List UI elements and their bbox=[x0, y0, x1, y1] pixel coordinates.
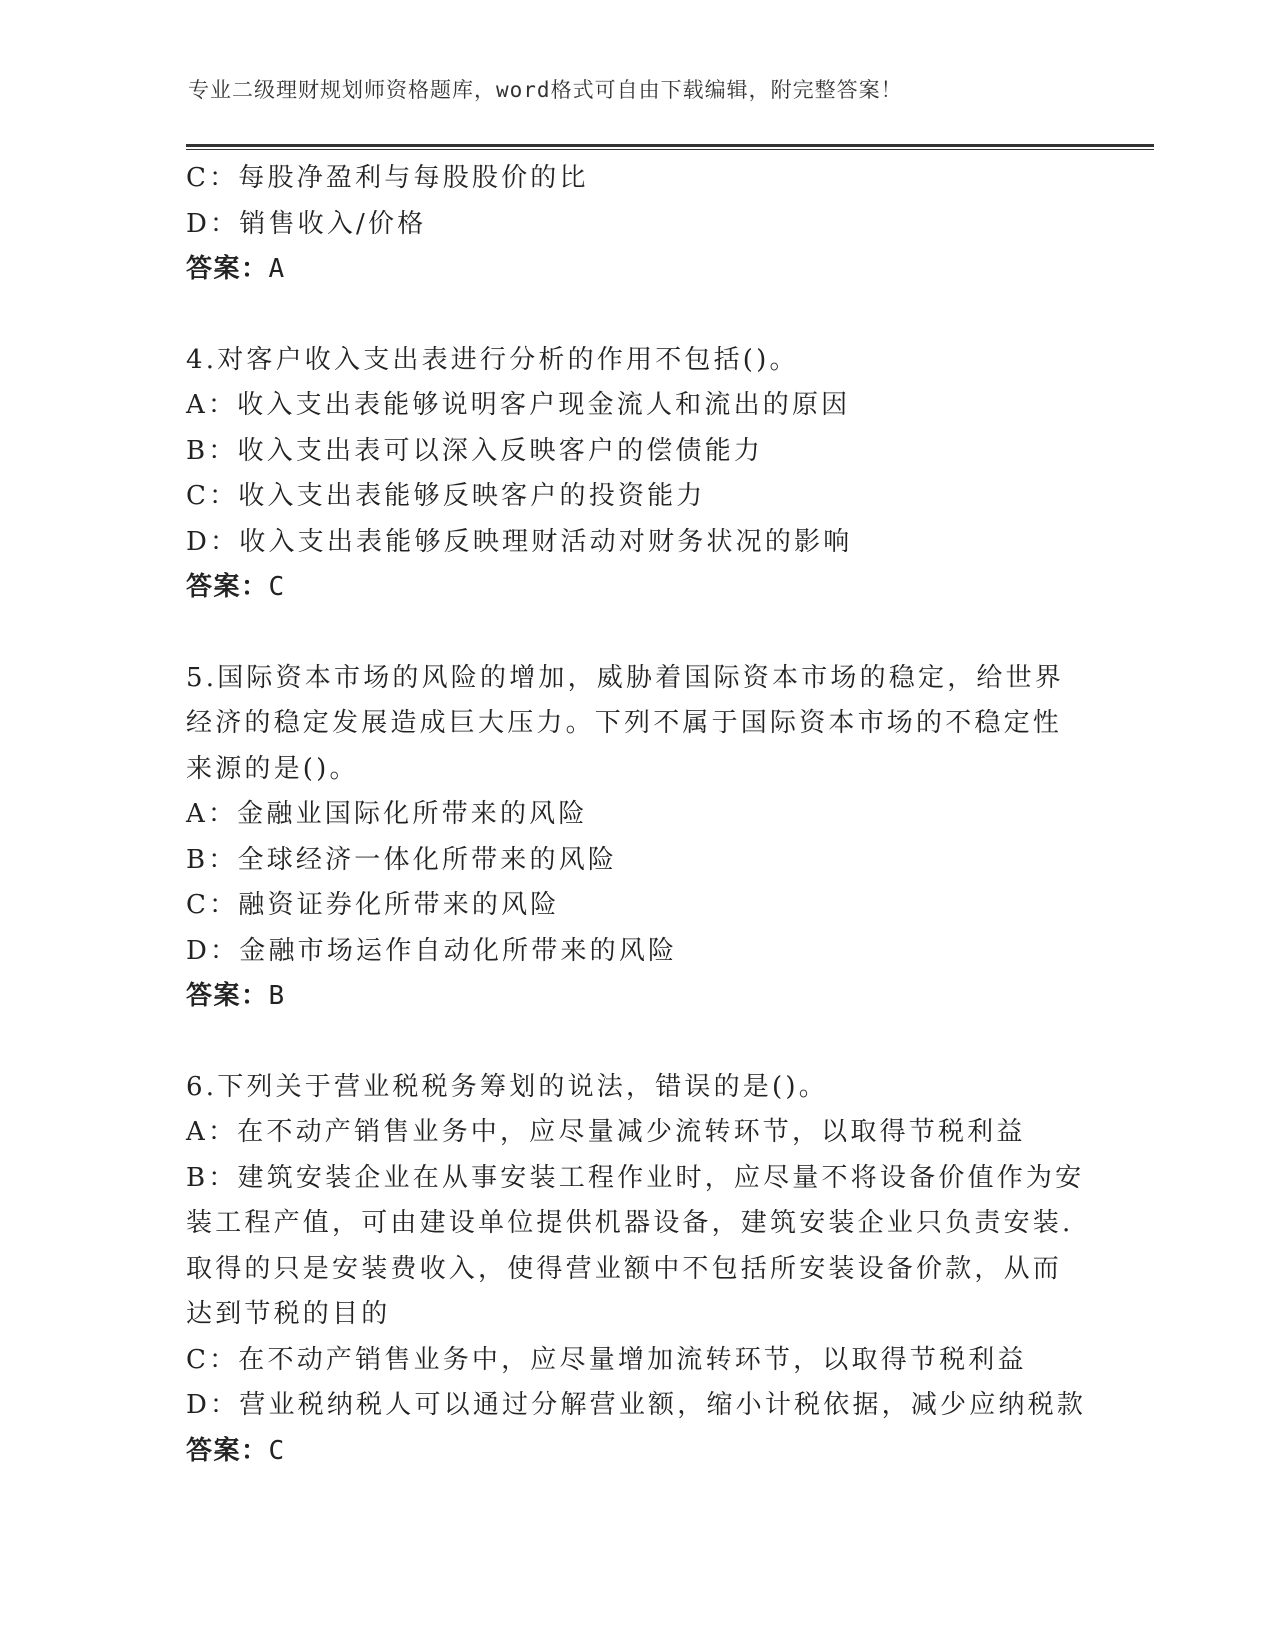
answer-value: B bbox=[268, 981, 286, 1011]
answer-label: 答案： bbox=[186, 254, 269, 284]
answer-label: 答案： bbox=[186, 572, 269, 602]
option-c: C：收入支出表能够反映客户的投资能力 bbox=[186, 481, 706, 511]
option-c: C：融资证券化所带来的风险 bbox=[186, 890, 560, 920]
option-b: B：建筑安装企业在从事安装工程作业时，应尽量不将设备价值作为安 bbox=[186, 1162, 1085, 1193]
question-stem: 6.下列关于营业税税务筹划的说法，错误的是()。 bbox=[186, 1071, 828, 1102]
option-d: D：销售收入/价格 bbox=[186, 208, 427, 239]
option-b: B：收入支出表可以深入反映客户的偿债能力 bbox=[186, 435, 764, 466]
answer-line bbox=[186, 1429, 1086, 1475]
option-b-continued: 达到节税的目的 bbox=[186, 1299, 391, 1329]
option-d: D：收入支出表能够反映理财活动对财务状况的影响 bbox=[186, 526, 853, 557]
answer-line bbox=[186, 974, 1086, 1020]
option-c: C：在不动产销售业务中，应尽量增加流转环节，以取得节税利益 bbox=[186, 1344, 1027, 1375]
question-block-3-continued bbox=[186, 156, 1086, 293]
answer-line bbox=[186, 247, 1086, 293]
question-block-4 bbox=[186, 338, 1086, 611]
option-a: A：在不动产销售业务中，应尽量减少流转环节，以取得节税利益 bbox=[186, 1117, 1026, 1147]
option-b-continued: 装工程产值，可由建设单位提供机器设备，建筑安装企业只负责安装. bbox=[186, 1208, 1074, 1238]
answer-line bbox=[186, 565, 1086, 611]
option-d: D：金融市场运作自动化所带来的风险 bbox=[186, 935, 678, 966]
question-stem: 4.对客户收入支出表进行分析的作用不包括()。 bbox=[186, 344, 799, 375]
option-d: D：营业税纳税人可以通过分解营业额，缩小计税依据，减少应纳税款 bbox=[186, 1390, 1087, 1420]
option-b: B：全球经济一体化所带来的风险 bbox=[186, 844, 618, 875]
header-divider bbox=[186, 144, 1154, 147]
question-stem: 5.国际资本市场的风险的增加，威胁着国际资本市场的稳定，给世界 bbox=[186, 662, 1065, 693]
answer-value: C bbox=[268, 1435, 286, 1466]
option-c: C：每股净盈利与每股股价的比 bbox=[186, 163, 589, 193]
answer-label: 答案： bbox=[186, 981, 269, 1011]
question-stem: 来源的是()。 bbox=[186, 753, 359, 784]
answer-label: 答案： bbox=[186, 1435, 269, 1466]
answer-value: C bbox=[268, 572, 286, 602]
question-block-5 bbox=[186, 656, 1086, 1020]
option-b-continued: 取得的只是安装费收入，使得营业额中不包括所安装设备价款，从而 bbox=[186, 1253, 1063, 1284]
answer-value: A bbox=[268, 254, 286, 284]
option-a: A：收入支出表能够说明客户现金流人和流出的原因 bbox=[186, 390, 851, 420]
question-stem: 经济的稳定发展造成巨大压力。下列不属于国际资本市场的不稳定性 bbox=[186, 708, 1063, 738]
question-block-6 bbox=[186, 1065, 1086, 1475]
option-a: A：金融业国际化所带来的风险 bbox=[186, 799, 588, 829]
page-header: 专业二级理财规划师资格题库，word格式可自由下载编辑，附完整答案！ bbox=[188, 78, 903, 102]
document-body bbox=[186, 156, 1086, 1474]
